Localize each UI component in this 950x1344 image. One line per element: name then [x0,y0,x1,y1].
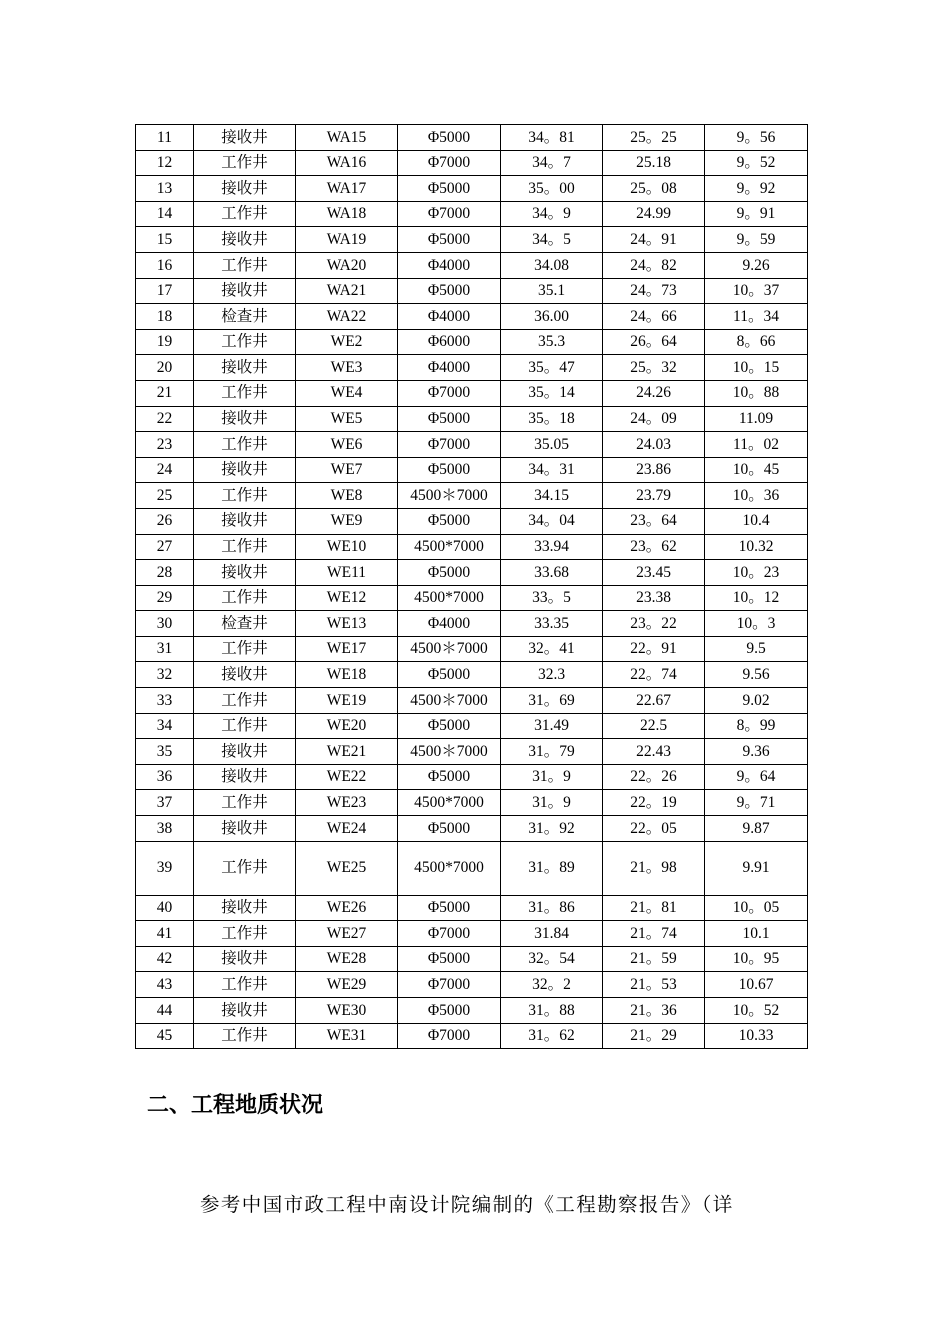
value-b-cell: 22.5 [603,713,705,739]
value-b-cell: 22。74 [603,662,705,688]
table-row [136,946,808,972]
value-b-cell: 26。64 [603,329,705,355]
value-c-cell: 9.36 [705,739,808,765]
row-number-cell: 25 [136,483,194,509]
well-id-cell: WE4 [296,380,398,406]
well-type-cell: 工作井 [194,150,296,176]
well-id-cell: WA18 [296,201,398,227]
well-id-cell: WA15 [296,125,398,151]
row-number-cell: 45 [136,1023,194,1049]
well-type-cell: 工作井 [194,636,296,662]
value-a-cell: 34。5 [501,227,603,253]
well-type-cell: 接收井 [194,125,296,151]
table-row [136,252,808,278]
well-size-cell: 4500＊7000 [398,483,501,509]
value-b-cell: 22。26 [603,764,705,790]
well-type-cell: 接收井 [194,457,296,483]
well-id-cell: WA21 [296,278,398,304]
well-id-cell: WE13 [296,611,398,637]
value-b-cell: 24。91 [603,227,705,253]
value-b-cell: 25。08 [603,176,705,202]
well-size-cell: Φ5000 [398,895,501,921]
value-a-cell: 31。79 [501,739,603,765]
well-type-cell: 检查井 [194,611,296,637]
well-type-cell: 接收井 [194,739,296,765]
well-id-cell: WE19 [296,688,398,714]
value-a-cell: 33。5 [501,585,603,611]
value-c-cell: 11.09 [705,406,808,432]
well-type-cell: 接收井 [194,998,296,1024]
well-type-cell: 工作井 [194,790,296,816]
table-row [136,406,808,432]
value-c-cell: 10.33 [705,1023,808,1049]
well-data-table [135,124,808,1049]
well-type-cell: 接收井 [194,406,296,432]
well-type-cell: 接收井 [194,355,296,381]
well-size-cell: Φ5000 [398,457,501,483]
well-size-cell: 4500*7000 [398,585,501,611]
well-type-cell: 工作井 [194,1023,296,1049]
value-a-cell: 31。89 [501,841,603,895]
row-number-cell: 36 [136,764,194,790]
table-row [136,125,808,151]
row-number-cell: 34 [136,713,194,739]
table-row [136,972,808,998]
well-id-cell: WE20 [296,713,398,739]
value-c-cell: 9.02 [705,688,808,714]
value-b-cell: 24.03 [603,432,705,458]
well-size-cell: Φ7000 [398,380,501,406]
well-type-cell: 工作井 [194,432,296,458]
table-row [136,355,808,381]
table-row [136,790,808,816]
value-a-cell: 35.3 [501,329,603,355]
value-b-cell: 24。82 [603,252,705,278]
section-heading: 二、工程地质状况 [147,1093,324,1118]
well-id-cell: WE2 [296,329,398,355]
value-c-cell: 9.26 [705,252,808,278]
value-a-cell: 34。9 [501,201,603,227]
well-type-cell: 接收井 [194,662,296,688]
value-b-cell: 25。32 [603,355,705,381]
well-type-cell: 工作井 [194,483,296,509]
value-a-cell: 35.05 [501,432,603,458]
value-c-cell: 10。95 [705,946,808,972]
value-a-cell: 34。81 [501,125,603,151]
value-a-cell: 31。69 [501,688,603,714]
well-id-cell: WE26 [296,895,398,921]
value-a-cell: 31。62 [501,1023,603,1049]
value-a-cell: 31.84 [501,921,603,947]
well-id-cell: WE30 [296,998,398,1024]
value-b-cell: 22。19 [603,790,705,816]
well-id-cell: WE12 [296,585,398,611]
well-id-cell: WA16 [296,150,398,176]
table-row [136,176,808,202]
well-size-cell: Φ7000 [398,150,501,176]
value-b-cell: 23.86 [603,457,705,483]
row-number-cell: 33 [136,688,194,714]
well-type-cell: 工作井 [194,841,296,895]
table-row [136,764,808,790]
value-a-cell: 34。04 [501,508,603,534]
well-id-cell: WE10 [296,534,398,560]
well-size-cell: Φ5000 [398,816,501,842]
value-a-cell: 35。18 [501,406,603,432]
well-size-cell: Φ5000 [398,125,501,151]
table-row [136,278,808,304]
row-number-cell: 13 [136,176,194,202]
value-a-cell: 35。14 [501,380,603,406]
row-number-cell: 19 [136,329,194,355]
value-b-cell: 23.45 [603,560,705,586]
value-b-cell: 21。59 [603,946,705,972]
table-row [136,329,808,355]
well-id-cell: WE7 [296,457,398,483]
body-paragraph: 参考中国市政工程中南设计院编制的《工程勘察报告》（详 [200,1193,734,1216]
row-number-cell: 43 [136,972,194,998]
well-size-cell: Φ5000 [398,508,501,534]
well-id-cell: WE24 [296,816,398,842]
well-type-cell: 接收井 [194,816,296,842]
well-size-cell: Φ5000 [398,406,501,432]
value-b-cell: 21。36 [603,998,705,1024]
value-c-cell: 9。56 [705,125,808,151]
row-number-cell: 30 [136,611,194,637]
table-row [136,560,808,586]
value-c-cell: 8。66 [705,329,808,355]
well-size-cell: 4500＊7000 [398,636,501,662]
well-type-cell: 工作井 [194,688,296,714]
value-c-cell: 10。12 [705,585,808,611]
table-row [136,895,808,921]
well-id-cell: WE5 [296,406,398,432]
table-row [136,304,808,330]
well-size-cell: Φ5000 [398,278,501,304]
value-b-cell: 24。09 [603,406,705,432]
value-a-cell: 35.1 [501,278,603,304]
value-b-cell: 24.26 [603,380,705,406]
value-b-cell: 21。53 [603,972,705,998]
well-id-cell: WE31 [296,1023,398,1049]
row-number-cell: 40 [136,895,194,921]
value-a-cell: 32。2 [501,972,603,998]
value-b-cell: 23。62 [603,534,705,560]
well-type-cell: 工作井 [194,329,296,355]
well-size-cell: Φ6000 [398,329,501,355]
value-a-cell: 31。88 [501,998,603,1024]
value-c-cell: 10。05 [705,895,808,921]
value-b-cell: 21。29 [603,1023,705,1049]
table-row [136,841,808,895]
well-type-cell: 检查井 [194,304,296,330]
value-b-cell: 23.38 [603,585,705,611]
row-number-cell: 23 [136,432,194,458]
row-number-cell: 44 [136,998,194,1024]
value-a-cell: 34。7 [501,150,603,176]
value-a-cell: 32。41 [501,636,603,662]
well-size-cell: Φ7000 [398,201,501,227]
well-size-cell: Φ4000 [398,611,501,637]
value-b-cell: 25。25 [603,125,705,151]
table-row [136,816,808,842]
row-number-cell: 35 [136,739,194,765]
well-type-cell: 工作井 [194,201,296,227]
row-number-cell: 18 [136,304,194,330]
value-a-cell: 32。54 [501,946,603,972]
value-a-cell: 33.68 [501,560,603,586]
value-c-cell: 9.5 [705,636,808,662]
value-c-cell: 10.4 [705,508,808,534]
value-c-cell: 10。3 [705,611,808,637]
well-id-cell: WA17 [296,176,398,202]
table-row [136,227,808,253]
row-number-cell: 42 [136,946,194,972]
value-c-cell: 10。88 [705,380,808,406]
well-size-cell: Φ7000 [398,972,501,998]
value-a-cell: 34.15 [501,483,603,509]
value-b-cell: 25.18 [603,150,705,176]
value-b-cell: 24.99 [603,201,705,227]
well-id-cell: WE25 [296,841,398,895]
row-number-cell: 41 [136,921,194,947]
value-c-cell: 9.87 [705,816,808,842]
table-row [136,1023,808,1049]
value-c-cell: 10。36 [705,483,808,509]
value-c-cell: 10。37 [705,278,808,304]
well-size-cell: Φ5000 [398,560,501,586]
value-a-cell: 31。86 [501,895,603,921]
well-id-cell: WA20 [296,252,398,278]
well-size-cell: Φ7000 [398,921,501,947]
value-c-cell: 10.67 [705,972,808,998]
well-id-cell: WE11 [296,560,398,586]
value-b-cell: 24。73 [603,278,705,304]
well-type-cell: 工作井 [194,380,296,406]
table-row [136,611,808,637]
value-a-cell: 32.3 [501,662,603,688]
well-type-cell: 工作井 [194,713,296,739]
value-c-cell: 9.56 [705,662,808,688]
well-type-cell: 工作井 [194,921,296,947]
value-b-cell: 23。22 [603,611,705,637]
row-number-cell: 12 [136,150,194,176]
value-b-cell: 22.43 [603,739,705,765]
well-type-cell: 工作井 [194,972,296,998]
well-id-cell: WE17 [296,636,398,662]
well-size-cell: 4500*7000 [398,790,501,816]
row-number-cell: 21 [136,380,194,406]
well-size-cell: Φ7000 [398,1023,501,1049]
well-id-cell: WE23 [296,790,398,816]
value-c-cell: 10。45 [705,457,808,483]
value-b-cell: 21。81 [603,895,705,921]
row-number-cell: 39 [136,841,194,895]
value-c-cell: 9。71 [705,790,808,816]
value-c-cell: 9。91 [705,201,808,227]
value-c-cell: 10.32 [705,534,808,560]
row-number-cell: 29 [136,585,194,611]
table-row [136,998,808,1024]
well-size-cell: Φ7000 [398,432,501,458]
row-number-cell: 22 [136,406,194,432]
value-a-cell: 34。31 [501,457,603,483]
table-row [136,585,808,611]
well-type-cell: 工作井 [194,252,296,278]
well-id-cell: WE29 [296,972,398,998]
well-id-cell: WE6 [296,432,398,458]
well-id-cell: WE27 [296,921,398,947]
well-type-cell: 接收井 [194,227,296,253]
value-b-cell: 21。74 [603,921,705,947]
row-number-cell: 11 [136,125,194,151]
value-b-cell: 21。98 [603,841,705,895]
well-id-cell: WE22 [296,764,398,790]
well-size-cell: Φ5000 [398,227,501,253]
row-number-cell: 16 [136,252,194,278]
row-number-cell: 38 [136,816,194,842]
well-size-cell: 4500*7000 [398,534,501,560]
table-row [136,508,808,534]
well-size-cell: Φ5000 [398,662,501,688]
well-type-cell: 接收井 [194,278,296,304]
value-a-cell: 35。47 [501,355,603,381]
table-row [136,662,808,688]
row-number-cell: 37 [136,790,194,816]
well-size-cell: Φ5000 [398,176,501,202]
row-number-cell: 31 [136,636,194,662]
well-id-cell: WE3 [296,355,398,381]
well-type-cell: 接收井 [194,895,296,921]
well-size-cell: Φ5000 [398,713,501,739]
well-id-cell: WE28 [296,946,398,972]
value-c-cell: 9。92 [705,176,808,202]
well-type-cell: 工作井 [194,534,296,560]
value-c-cell: 9。59 [705,227,808,253]
value-a-cell: 36.00 [501,304,603,330]
row-number-cell: 20 [136,355,194,381]
well-type-cell: 工作井 [194,585,296,611]
value-c-cell: 10。52 [705,998,808,1024]
well-size-cell: Φ4000 [398,304,501,330]
value-b-cell: 22.67 [603,688,705,714]
well-size-cell: 4500＊7000 [398,739,501,765]
well-type-cell: 接收井 [194,946,296,972]
table-row [136,688,808,714]
table-row [136,432,808,458]
value-c-cell: 11。34 [705,304,808,330]
value-c-cell: 9。52 [705,150,808,176]
table-row [136,457,808,483]
row-number-cell: 32 [136,662,194,688]
row-number-cell: 28 [136,560,194,586]
well-id-cell: WE21 [296,739,398,765]
well-type-cell: 接收井 [194,508,296,534]
value-a-cell: 31。92 [501,816,603,842]
well-id-cell: WE9 [296,508,398,534]
value-a-cell: 35。00 [501,176,603,202]
row-number-cell: 27 [136,534,194,560]
value-c-cell: 10。23 [705,560,808,586]
table-row [136,483,808,509]
value-b-cell: 22。91 [603,636,705,662]
row-number-cell: 24 [136,457,194,483]
table-row [136,150,808,176]
well-size-cell: 4500*7000 [398,841,501,895]
well-size-cell: Φ4000 [398,252,501,278]
table-row [136,921,808,947]
well-id-cell: WE8 [296,483,398,509]
row-number-cell: 17 [136,278,194,304]
well-size-cell: Φ5000 [398,998,501,1024]
value-a-cell: 31。9 [501,790,603,816]
value-a-cell: 31。9 [501,764,603,790]
row-number-cell: 26 [136,508,194,534]
value-a-cell: 33.35 [501,611,603,637]
well-type-cell: 接收井 [194,560,296,586]
well-size-cell: 4500＊7000 [398,688,501,714]
value-c-cell: 11。02 [705,432,808,458]
value-b-cell: 23.79 [603,483,705,509]
value-a-cell: 31.49 [501,713,603,739]
well-size-cell: Φ5000 [398,764,501,790]
value-c-cell: 8。99 [705,713,808,739]
well-id-cell: WA19 [296,227,398,253]
well-type-cell: 接收井 [194,176,296,202]
value-c-cell: 10.1 [705,921,808,947]
table-row [136,713,808,739]
value-c-cell: 9。64 [705,764,808,790]
table-row [136,636,808,662]
well-size-cell: Φ4000 [398,355,501,381]
well-id-cell: WA22 [296,304,398,330]
value-b-cell: 23。64 [603,508,705,534]
well-type-cell: 接收井 [194,764,296,790]
well-id-cell: WE18 [296,662,398,688]
row-number-cell: 14 [136,201,194,227]
value-c-cell: 10。15 [705,355,808,381]
well-table-body [136,125,808,1049]
well-size-cell: Φ5000 [398,946,501,972]
table-row [136,380,808,406]
row-number-cell: 15 [136,227,194,253]
table-row [136,534,808,560]
table-row [136,201,808,227]
value-a-cell: 33.94 [501,534,603,560]
value-a-cell: 34.08 [501,252,603,278]
value-c-cell: 9.91 [705,841,808,895]
value-b-cell: 24。66 [603,304,705,330]
table-row [136,739,808,765]
value-b-cell: 22。05 [603,816,705,842]
